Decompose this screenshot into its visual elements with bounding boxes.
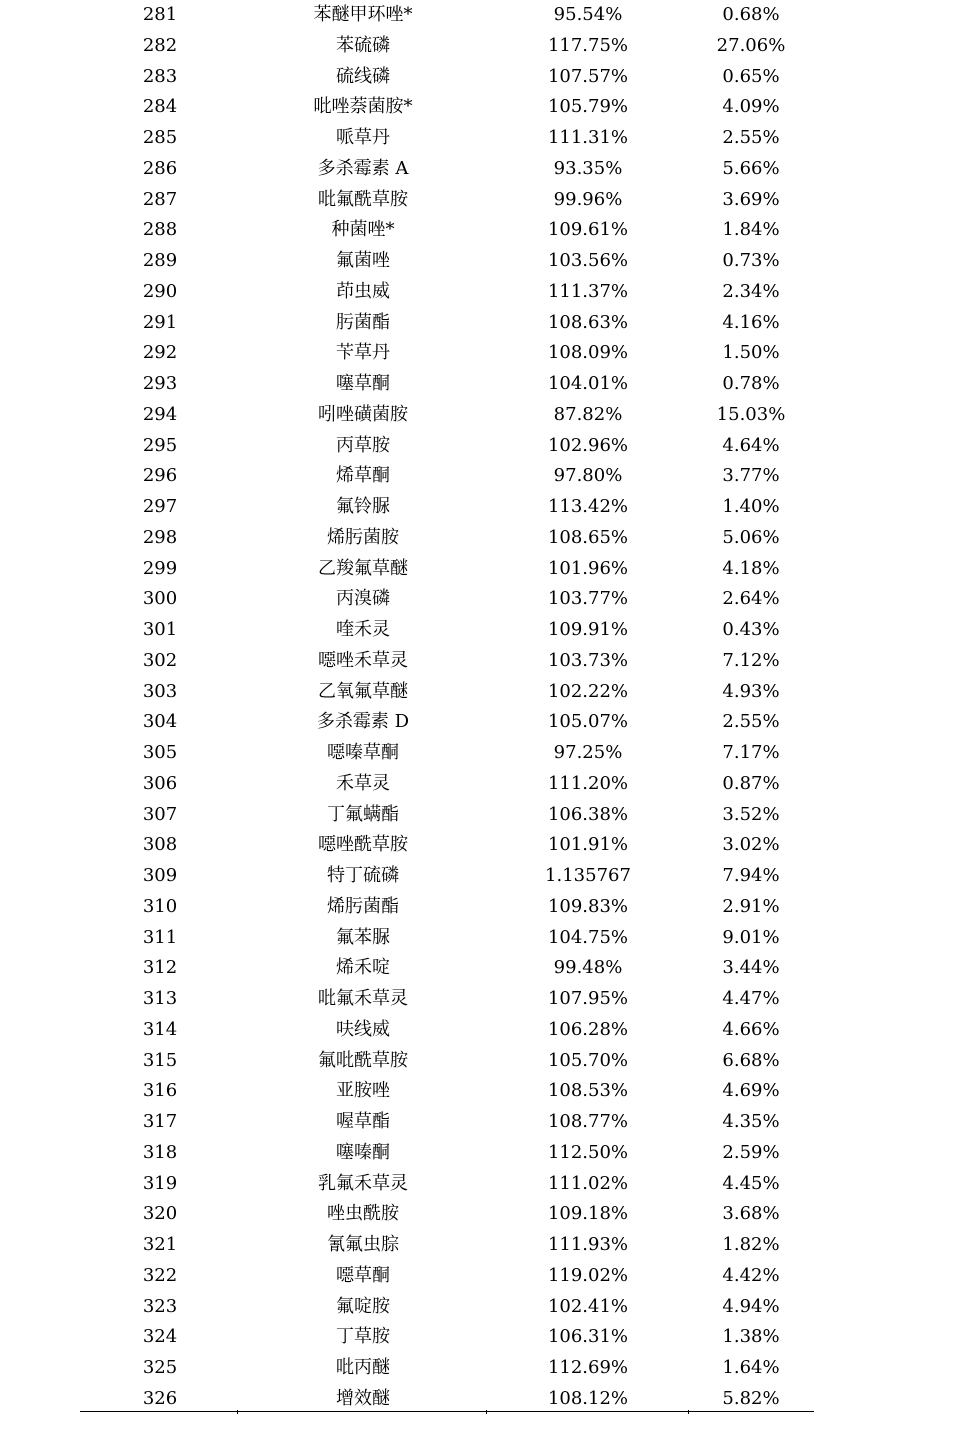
recovery-value: 103.73% xyxy=(547,649,629,671)
rsd-value: 4.45% xyxy=(722,1172,780,1194)
compound-name: 苄草丹 xyxy=(336,342,390,364)
compound-name: 噁嗪草酮 xyxy=(327,742,399,763)
compound-name: 种菌唑* xyxy=(331,219,395,241)
table-row xyxy=(80,492,814,523)
table-row xyxy=(80,277,814,308)
row-number: 326 xyxy=(142,1387,178,1409)
table-row xyxy=(80,923,814,954)
table-row xyxy=(80,1076,814,1107)
compound-name: 噁唑禾草灵 xyxy=(318,649,408,671)
table-row xyxy=(80,892,814,923)
row-number: 311 xyxy=(142,926,178,948)
rsd-value: 5.82% xyxy=(722,1387,780,1409)
rsd-value: 2.91% xyxy=(722,895,780,917)
row-number: 309 xyxy=(142,865,178,886)
row-number: 323 xyxy=(142,1295,178,1317)
row-number: 294 xyxy=(142,403,178,425)
rsd-value: 3.77% xyxy=(722,465,780,487)
recovery-value: 108.77% xyxy=(547,1111,629,1132)
table-row xyxy=(80,92,814,123)
table-row xyxy=(80,1015,814,1046)
row-number: 295 xyxy=(142,434,178,456)
rsd-value: 4.69% xyxy=(722,1080,780,1102)
row-number: 291 xyxy=(142,311,178,333)
rsd-value: 7.12% xyxy=(722,649,780,671)
compound-name: 多杀霉素 D xyxy=(316,711,410,733)
recovery-value: 111.37% xyxy=(547,280,629,302)
table-row xyxy=(80,1169,814,1200)
rsd-value: 5.66% xyxy=(722,157,780,179)
rsd-value: 1.40% xyxy=(722,496,780,517)
row-number: 297 xyxy=(142,496,178,517)
recovery-value: 108.53% xyxy=(547,1080,629,1102)
row-number: 315 xyxy=(142,1049,178,1071)
recovery-value: 109.83% xyxy=(547,895,629,917)
table-row xyxy=(80,523,814,554)
compound-name: 噻草酮 xyxy=(336,373,390,394)
table-row xyxy=(80,984,814,1015)
rsd-value: 0.78% xyxy=(722,373,780,394)
rsd-value: 4.09% xyxy=(722,96,780,118)
table-row xyxy=(80,554,814,585)
table-row xyxy=(80,861,814,892)
row-number: 324 xyxy=(142,1326,178,1348)
rsd-value: 6.68% xyxy=(722,1049,780,1071)
row-number: 282 xyxy=(142,34,178,56)
compound-name: 氟菌唑 xyxy=(336,250,390,271)
rsd-value: 0.73% xyxy=(722,250,780,271)
row-number: 306 xyxy=(142,772,178,794)
recovery-value: 119.02% xyxy=(547,1264,629,1286)
row-number: 305 xyxy=(142,742,178,763)
table-row xyxy=(80,1384,814,1415)
recovery-value: 108.63% xyxy=(547,311,629,333)
row-number: 325 xyxy=(142,1357,178,1378)
rsd-value: 4.66% xyxy=(722,1018,780,1040)
recovery-value: 102.22% xyxy=(547,680,629,702)
table-row xyxy=(80,800,814,831)
compound-name: 喔草酯 xyxy=(336,1111,390,1132)
table-row xyxy=(80,1107,814,1138)
table-row xyxy=(80,1046,814,1077)
row-number: 307 xyxy=(142,803,178,825)
compound-name: 乳氟禾草灵 xyxy=(318,1172,408,1194)
row-number: 300 xyxy=(142,588,178,610)
table-row xyxy=(80,707,814,738)
row-number: 304 xyxy=(142,711,178,733)
compound-name: 硫线磷 xyxy=(336,65,390,87)
recovery-value: 108.12% xyxy=(547,1387,629,1409)
rsd-value: 4.16% xyxy=(722,311,780,333)
row-number: 310 xyxy=(142,895,178,917)
row-number: 308 xyxy=(142,834,178,856)
recovery-value: 111.02% xyxy=(547,1172,629,1194)
rsd-value: 1.38% xyxy=(722,1326,780,1348)
recovery-value: 102.41% xyxy=(547,1295,629,1317)
table-row xyxy=(80,830,814,861)
table-bottom-rule xyxy=(80,1411,814,1412)
row-number: 281 xyxy=(142,4,178,25)
recovery-value: 103.77% xyxy=(547,588,629,610)
rsd-value: 4.93% xyxy=(722,680,780,702)
row-number: 293 xyxy=(142,373,178,394)
compound-name: 肟菌酯 xyxy=(336,311,390,333)
recovery-value: 109.91% xyxy=(547,619,629,640)
compound-name: 丁草胺 xyxy=(336,1326,390,1348)
compound-name: 乙氧氟草醚 xyxy=(318,680,408,702)
row-number: 317 xyxy=(142,1111,178,1132)
table-row xyxy=(80,400,814,431)
compound-name: 增效醚 xyxy=(336,1387,390,1409)
rsd-value: 0.87% xyxy=(722,772,780,794)
rsd-value: 4.18% xyxy=(722,557,780,579)
compound-name: 吡氟酰草胺 xyxy=(318,188,408,210)
compound-name: 亚胺唑 xyxy=(336,1080,390,1102)
recovery-value: 112.69% xyxy=(547,1357,629,1378)
recovery-value: 101.91% xyxy=(547,834,629,856)
table-row xyxy=(80,1292,814,1323)
row-number: 302 xyxy=(142,649,178,671)
compound-name: 苯醚甲环唑* xyxy=(313,4,413,25)
table-row xyxy=(80,431,814,462)
table-row xyxy=(80,769,814,800)
rsd-value: 3.02% xyxy=(722,834,780,856)
recovery-value: 87.82% xyxy=(553,403,623,425)
recovery-value: 117.75% xyxy=(547,34,629,56)
rsd-value: 4.94% xyxy=(722,1295,780,1317)
recovery-value: 113.42% xyxy=(547,496,629,517)
row-number: 299 xyxy=(142,557,178,579)
table-row xyxy=(80,154,814,185)
recovery-value: 108.09% xyxy=(547,342,629,364)
rsd-value: 4.42% xyxy=(722,1264,780,1286)
compound-name: 丁氟螨酯 xyxy=(327,803,399,825)
row-number: 303 xyxy=(142,680,178,702)
row-number: 289 xyxy=(142,250,178,271)
column-tick xyxy=(237,1410,238,1414)
compound-name: 丙溴磷 xyxy=(336,588,390,610)
compound-name: 烯肟菌酯 xyxy=(327,895,399,917)
compound-name: 噻嗪酮 xyxy=(336,1141,390,1163)
row-number: 321 xyxy=(142,1234,178,1255)
recovery-value: 99.48% xyxy=(553,957,623,979)
recovery-value: 101.96% xyxy=(547,557,629,579)
recovery-value: 112.50% xyxy=(547,1141,629,1163)
rsd-value: 0.43% xyxy=(722,619,780,640)
rsd-value: 15.03% xyxy=(716,403,786,425)
compound-name: 氰氟虫腙 xyxy=(327,1234,399,1255)
compound-name: 烯肟菌胺 xyxy=(327,526,399,548)
table-row xyxy=(80,677,814,708)
rsd-value: 27.06% xyxy=(716,34,786,56)
table-row xyxy=(80,584,814,615)
row-number: 316 xyxy=(142,1080,178,1102)
row-number: 312 xyxy=(142,957,178,979)
column-tick xyxy=(486,1410,487,1414)
compound-name: 多杀霉素 A xyxy=(317,157,409,179)
row-number: 314 xyxy=(142,1018,178,1040)
rsd-value: 4.35% xyxy=(722,1111,780,1132)
compound-name: 喹禾灵 xyxy=(336,619,390,640)
recovery-value: 105.79% xyxy=(547,96,629,118)
recovery-value: 105.70% xyxy=(547,1049,629,1071)
compound-name: 烯草酮 xyxy=(336,465,390,487)
recovery-value: 1.135767 xyxy=(545,865,631,886)
recovery-value: 108.65% xyxy=(547,526,629,548)
row-number: 287 xyxy=(142,188,178,210)
table-row xyxy=(80,308,814,339)
compound-name: 噁草酮 xyxy=(336,1264,390,1286)
table-row xyxy=(80,1353,814,1384)
row-number: 292 xyxy=(142,342,178,364)
rsd-value: 3.69% xyxy=(722,188,780,210)
row-number: 318 xyxy=(142,1141,178,1163)
rsd-value: 2.64% xyxy=(722,588,780,610)
row-number: 296 xyxy=(142,465,178,487)
table-row xyxy=(80,646,814,677)
recovery-value: 107.95% xyxy=(547,988,629,1009)
table-row xyxy=(80,738,814,769)
table-row xyxy=(80,185,814,216)
recovery-value: 93.35% xyxy=(553,157,623,179)
table-row xyxy=(80,953,814,984)
recovery-value: 109.61% xyxy=(547,219,629,241)
row-number: 322 xyxy=(142,1264,178,1286)
compound-name: 吡氟禾草灵 xyxy=(318,988,408,1009)
table-row xyxy=(80,1230,814,1261)
recovery-value: 97.80% xyxy=(553,465,623,487)
compound-name: 乙羧氟草醚 xyxy=(318,557,408,579)
recovery-value: 111.20% xyxy=(547,772,629,794)
rsd-value: 7.94% xyxy=(722,865,780,886)
row-number: 320 xyxy=(142,1203,178,1225)
rsd-value: 3.68% xyxy=(722,1203,780,1225)
row-number: 301 xyxy=(142,619,178,640)
rsd-value: 2.59% xyxy=(722,1141,780,1163)
rsd-value: 2.55% xyxy=(722,127,780,148)
compound-name: 氟苯脲 xyxy=(336,926,390,948)
rsd-value: 2.55% xyxy=(722,711,780,733)
row-number: 288 xyxy=(142,219,178,241)
recovery-value: 106.38% xyxy=(547,803,629,825)
recovery-value: 99.96% xyxy=(553,188,623,210)
compound-name: 唑虫酰胺 xyxy=(327,1203,399,1225)
compound-name: 氟啶胺 xyxy=(336,1295,390,1317)
recovery-value: 105.07% xyxy=(547,711,629,733)
row-number: 283 xyxy=(142,65,178,87)
compound-name: 哌草丹 xyxy=(336,127,390,148)
table-row xyxy=(80,369,814,400)
recovery-value: 106.28% xyxy=(547,1018,629,1040)
rsd-value: 9.01% xyxy=(722,926,780,948)
compound-name: 茚虫威 xyxy=(336,280,390,302)
row-number: 319 xyxy=(142,1172,178,1194)
recovery-value: 102.96% xyxy=(547,434,629,456)
table-row xyxy=(80,1138,814,1169)
compound-name: 特丁硫磷 xyxy=(327,865,399,886)
compound-name: 呋线威 xyxy=(336,1018,390,1040)
table-row xyxy=(80,615,814,646)
row-number: 290 xyxy=(142,280,178,302)
rsd-value: 5.06% xyxy=(722,526,780,548)
pesticide-recovery-table xyxy=(80,0,814,1415)
rsd-value: 4.64% xyxy=(722,434,780,456)
recovery-value: 103.56% xyxy=(547,250,629,271)
recovery-value: 107.57% xyxy=(547,65,629,87)
rsd-value: 3.44% xyxy=(722,957,780,979)
rsd-value: 4.47% xyxy=(722,988,780,1009)
recovery-value: 97.25% xyxy=(553,742,623,763)
rsd-value: 2.34% xyxy=(722,280,780,302)
compound-name: 吡唑萘菌胺* xyxy=(313,96,413,118)
recovery-value: 111.31% xyxy=(547,127,629,148)
compound-name: 禾草灵 xyxy=(336,772,390,794)
row-number: 285 xyxy=(142,127,178,148)
compound-name: 氟铃脲 xyxy=(336,496,390,517)
table-row xyxy=(80,31,814,62)
table-row xyxy=(80,215,814,246)
compound-name: 烯禾啶 xyxy=(336,957,390,979)
rsd-value: 1.82% xyxy=(722,1234,780,1255)
rsd-value: 1.64% xyxy=(722,1357,780,1378)
rsd-value: 7.17% xyxy=(722,742,780,763)
row-number: 313 xyxy=(142,988,178,1009)
recovery-value: 95.54% xyxy=(553,4,623,25)
table-row xyxy=(80,338,814,369)
table-row xyxy=(80,62,814,93)
table-row xyxy=(80,123,814,154)
rsd-value: 0.65% xyxy=(722,65,780,87)
recovery-value: 106.31% xyxy=(547,1326,629,1348)
compound-name: 丙草胺 xyxy=(336,434,390,456)
table-row xyxy=(80,246,814,277)
column-tick xyxy=(688,1410,689,1414)
rsd-value: 3.52% xyxy=(722,803,780,825)
row-number: 286 xyxy=(142,157,178,179)
recovery-value: 104.01% xyxy=(547,373,629,394)
compound-name: 吲唑磺菌胺 xyxy=(318,403,408,425)
rsd-value: 1.84% xyxy=(722,219,780,241)
compound-name: 噁唑酰草胺 xyxy=(318,834,408,856)
table-row xyxy=(80,1261,814,1292)
recovery-value: 104.75% xyxy=(547,926,629,948)
table-row xyxy=(80,1199,814,1230)
table-row xyxy=(80,1322,814,1353)
table-row xyxy=(80,0,814,31)
rsd-value: 0.68% xyxy=(722,4,780,25)
compound-name: 氟吡酰草胺 xyxy=(318,1049,408,1071)
table-row xyxy=(80,461,814,492)
recovery-value: 111.93% xyxy=(547,1234,629,1255)
row-number: 284 xyxy=(142,96,178,118)
compound-name: 吡丙醚 xyxy=(336,1357,390,1378)
row-number: 298 xyxy=(142,526,178,548)
rsd-value: 1.50% xyxy=(722,342,780,364)
recovery-value: 109.18% xyxy=(547,1203,629,1225)
compound-name: 苯硫磷 xyxy=(336,34,390,56)
